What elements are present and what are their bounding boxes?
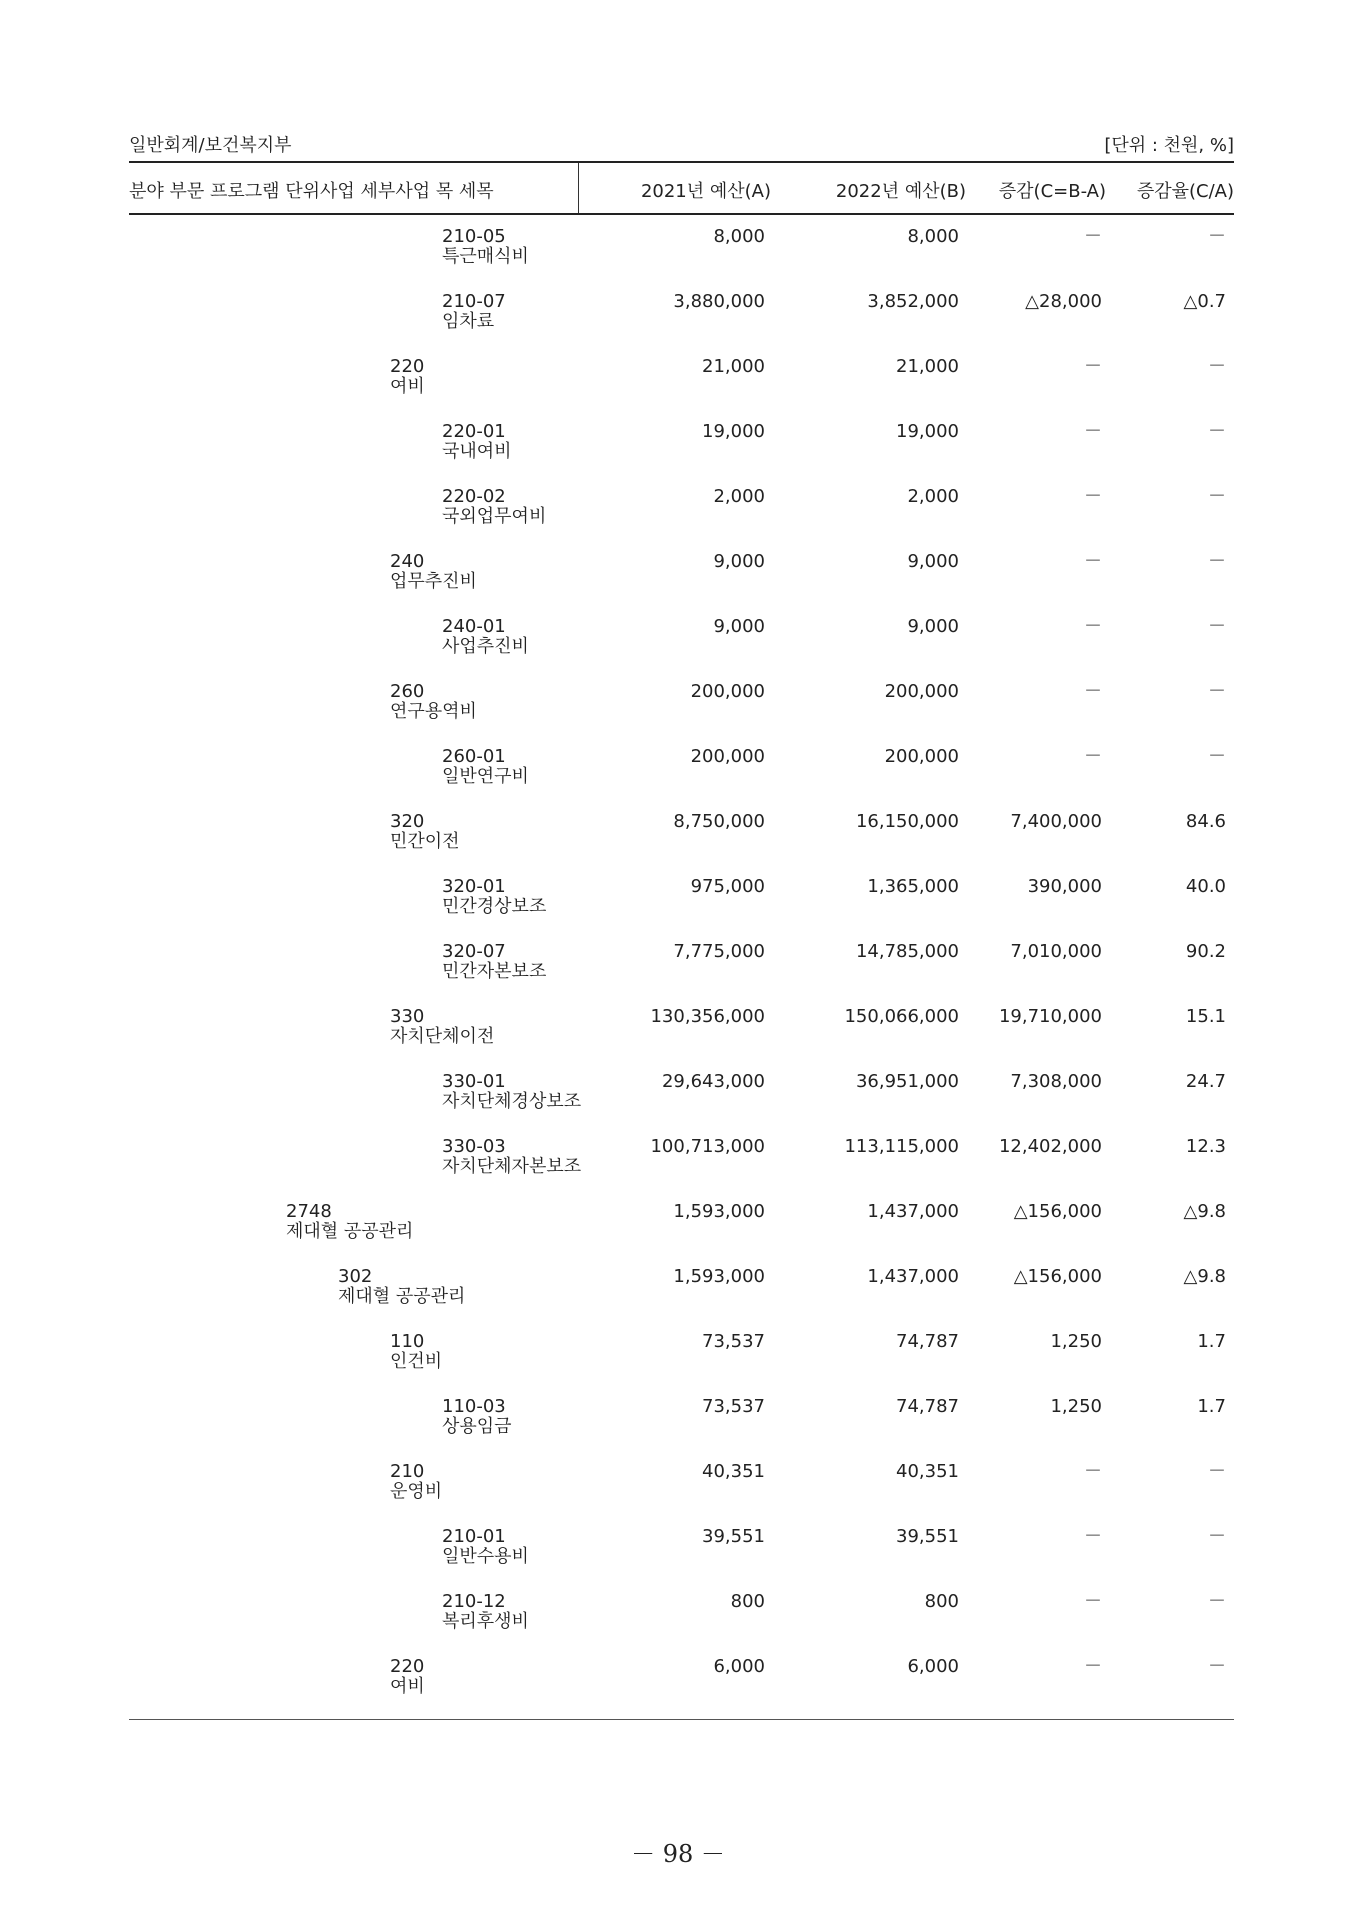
row-code: 240-01 — [442, 616, 506, 637]
row-budget-2022: 74,787 — [896, 1396, 959, 1417]
row-rate: 15.1 — [1185, 1006, 1226, 1027]
row-rate: － — [1208, 616, 1226, 637]
row-rate: 90.2 — [1185, 941, 1226, 962]
col-diff: 증감(C=B-A) — [998, 181, 1106, 202]
row-diff: － — [1084, 1461, 1102, 1482]
row-name: 일반연구비 — [442, 766, 529, 787]
page-header — [129, 131, 1234, 155]
row-code: 330-01 — [442, 1071, 506, 1092]
row-budget-2022: 16,150,000 — [855, 811, 959, 832]
table-row — [0, 735, 1356, 800]
row-budget-2022: 9,000 — [907, 551, 959, 572]
row-rate: 1.7 — [1197, 1396, 1226, 1417]
row-diff: △156,000 — [1013, 1201, 1102, 1222]
row-rate: － — [1208, 226, 1226, 247]
row-budget-2022: 2,000 — [907, 486, 959, 507]
row-diff: － — [1084, 421, 1102, 442]
table-bottom-rule — [129, 1719, 1234, 1720]
row-diff: 12,402,000 — [998, 1136, 1102, 1157]
row-rate: 12.3 — [1185, 1136, 1226, 1157]
row-budget-2022: 1,365,000 — [867, 876, 959, 897]
row-name: 임차료 — [442, 311, 495, 332]
row-name: 자치단체자본보조 — [442, 1156, 582, 1177]
table-row — [0, 605, 1356, 670]
table-row — [0, 1190, 1356, 1255]
row-diff: － — [1084, 616, 1102, 637]
row-diff: － — [1084, 681, 1102, 702]
row-name: 제대혈 공공관리 — [286, 1221, 414, 1242]
table-row — [0, 410, 1356, 475]
row-diff: － — [1084, 356, 1102, 377]
row-name: 자치단체이전 — [390, 1026, 495, 1047]
row-budget-2022: 36,951,000 — [855, 1071, 959, 1092]
row-code: 320 — [390, 811, 425, 832]
row-budget-2021: 1,593,000 — [673, 1201, 765, 1222]
table-row — [0, 865, 1356, 930]
row-rate: － — [1208, 486, 1226, 507]
row-name: 운영비 — [390, 1481, 443, 1502]
table-row — [0, 1255, 1356, 1320]
row-budget-2021: 73,537 — [702, 1331, 765, 1352]
table-row — [0, 1450, 1356, 1515]
row-code: 210-07 — [442, 291, 506, 312]
row-diff: 390,000 — [1027, 876, 1102, 897]
row-rate: － — [1208, 746, 1226, 767]
row-name: 민간자본보조 — [442, 961, 547, 982]
row-code: 210-05 — [442, 226, 506, 247]
col-category: 분야 부문 프로그램 단위사업 세부사업 목 세목 — [129, 181, 494, 202]
row-budget-2021: 21,000 — [702, 356, 765, 377]
row-budget-2021: 130,356,000 — [650, 1006, 765, 1027]
row-budget-2021: 800 — [730, 1591, 765, 1612]
row-budget-2021: 200,000 — [690, 681, 765, 702]
row-code: 210-12 — [442, 1591, 506, 1612]
table-row — [0, 800, 1356, 865]
row-diff: － — [1084, 1656, 1102, 1677]
row-name: 복리후생비 — [442, 1611, 529, 1632]
row-diff: － — [1084, 551, 1102, 572]
row-name: 국외업무여비 — [442, 506, 547, 527]
row-name: 사업추진비 — [442, 636, 529, 657]
row-code: 110-03 — [442, 1396, 506, 1417]
row-name: 여비 — [390, 376, 425, 397]
row-budget-2021: 200,000 — [690, 746, 765, 767]
row-name: 제대혈 공공관리 — [338, 1286, 466, 1307]
row-code: 330 — [390, 1006, 425, 1027]
row-diff: － — [1084, 1526, 1102, 1547]
row-budget-2021: 73,537 — [702, 1396, 765, 1417]
row-name: 민간이전 — [390, 831, 460, 852]
table-row — [0, 1645, 1356, 1710]
table-row — [0, 1320, 1356, 1385]
row-code: 220 — [390, 356, 425, 377]
row-diff: － — [1084, 746, 1102, 767]
table-row — [0, 215, 1356, 280]
row-rate: － — [1208, 681, 1226, 702]
row-diff: △28,000 — [1025, 291, 1102, 312]
row-budget-2022: 200,000 — [884, 746, 959, 767]
row-budget-2021: 9,000 — [713, 551, 765, 572]
row-budget-2022: 200,000 — [884, 681, 959, 702]
table-row — [0, 930, 1356, 995]
row-budget-2021: 3,880,000 — [673, 291, 765, 312]
row-diff: － — [1084, 226, 1102, 247]
table-top-rule — [129, 161, 1234, 163]
row-budget-2022: 1,437,000 — [867, 1266, 959, 1287]
row-name: 상용임금 — [442, 1416, 512, 1437]
row-budget-2021: 19,000 — [702, 421, 765, 442]
table-row — [0, 1060, 1356, 1125]
col-budget-2021: 2021년 예산(A) — [640, 181, 771, 202]
row-code: 220-02 — [442, 486, 506, 507]
row-budget-2022: 14,785,000 — [855, 941, 959, 962]
row-rate: － — [1208, 551, 1226, 572]
row-budget-2022: 3,852,000 — [867, 291, 959, 312]
row-budget-2022: 40,351 — [896, 1461, 959, 1482]
row-rate: － — [1208, 1656, 1226, 1677]
row-rate: － — [1208, 1591, 1226, 1612]
row-name: 국내여비 — [442, 441, 512, 462]
col-budget-2022: 2022년 예산(B) — [835, 181, 966, 202]
row-code: 110 — [390, 1331, 425, 1352]
account-label: 일반회계/보건복지부 — [129, 135, 292, 156]
row-budget-2021: 8,000 — [713, 226, 765, 247]
row-diff: － — [1084, 1591, 1102, 1612]
table-row — [0, 280, 1356, 345]
row-diff: 19,710,000 — [998, 1006, 1102, 1027]
row-rate: △9.8 — [1183, 1201, 1226, 1222]
row-code: 260 — [390, 681, 425, 702]
row-rate: △9.8 — [1183, 1266, 1226, 1287]
row-name: 업무추진비 — [390, 571, 477, 592]
row-code: 240 — [390, 551, 425, 572]
row-name: 인건비 — [390, 1351, 443, 1372]
table-row — [0, 1125, 1356, 1190]
row-budget-2021: 29,643,000 — [661, 1071, 765, 1092]
row-diff: 1,250 — [1050, 1331, 1102, 1352]
table-row — [0, 1580, 1356, 1645]
row-code: 320-07 — [442, 941, 506, 962]
row-code: 220-01 — [442, 421, 506, 442]
row-code: 2748 — [286, 1201, 332, 1222]
row-budget-2021: 100,713,000 — [650, 1136, 765, 1157]
row-diff: 7,308,000 — [1010, 1071, 1102, 1092]
table-row — [0, 1385, 1356, 1450]
row-rate: 84.6 — [1185, 811, 1226, 832]
row-budget-2022: 39,551 — [896, 1526, 959, 1547]
row-budget-2022: 8,000 — [907, 226, 959, 247]
row-code: 220 — [390, 1656, 425, 1677]
row-budget-2021: 40,351 — [702, 1461, 765, 1482]
row-budget-2021: 9,000 — [713, 616, 765, 637]
table-row — [0, 345, 1356, 410]
row-diff: 7,010,000 — [1010, 941, 1102, 962]
row-budget-2022: 800 — [924, 1591, 959, 1612]
row-code: 260-01 — [442, 746, 506, 767]
col-rate: 증감율(C/A) — [1136, 181, 1234, 202]
table-row — [0, 995, 1356, 1060]
row-rate: － — [1208, 356, 1226, 377]
row-budget-2022: 21,000 — [896, 356, 959, 377]
table-row — [0, 540, 1356, 605]
row-budget-2021: 1,593,000 — [673, 1266, 765, 1287]
row-rate: △0.7 — [1183, 291, 1226, 312]
row-budget-2021: 975,000 — [690, 876, 765, 897]
row-rate: － — [1208, 1526, 1226, 1547]
row-budget-2022: 19,000 — [896, 421, 959, 442]
row-budget-2022: 150,066,000 — [844, 1006, 959, 1027]
row-name: 특근매식비 — [442, 246, 529, 267]
row-budget-2022: 9,000 — [907, 616, 959, 637]
row-budget-2021: 6,000 — [713, 1656, 765, 1677]
row-code: 210 — [390, 1461, 425, 1482]
table-row — [0, 670, 1356, 735]
page-number: － 98 － — [631, 1840, 725, 1868]
row-budget-2021: 7,775,000 — [673, 941, 765, 962]
row-rate: 24.7 — [1185, 1071, 1226, 1092]
row-budget-2022: 74,787 — [896, 1331, 959, 1352]
row-budget-2022: 6,000 — [907, 1656, 959, 1677]
row-code: 210-01 — [442, 1526, 506, 1547]
row-budget-2021: 2,000 — [713, 486, 765, 507]
row-budget-2022: 1,437,000 — [867, 1201, 959, 1222]
row-name: 일반수용비 — [442, 1546, 529, 1567]
row-rate: 1.7 — [1197, 1331, 1226, 1352]
row-budget-2021: 39,551 — [702, 1526, 765, 1547]
row-name: 연구용역비 — [390, 701, 477, 722]
row-budget-2022: 113,115,000 — [844, 1136, 959, 1157]
row-budget-2021: 8,750,000 — [673, 811, 765, 832]
row-diff: 1,250 — [1050, 1396, 1102, 1417]
table-row — [0, 475, 1356, 540]
row-name: 여비 — [390, 1676, 425, 1697]
row-diff: 7,400,000 — [1010, 811, 1102, 832]
row-code: 320-01 — [442, 876, 506, 897]
row-rate: 40.0 — [1185, 876, 1226, 897]
row-diff: － — [1084, 486, 1102, 507]
row-rate: － — [1208, 421, 1226, 442]
row-diff: △156,000 — [1013, 1266, 1102, 1287]
row-name: 민간경상보조 — [442, 896, 547, 917]
row-code: 330-03 — [442, 1136, 506, 1157]
table-row — [0, 1515, 1356, 1580]
row-name: 자치단체경상보조 — [442, 1091, 582, 1112]
unit-label: [단위 : 천원, %] — [1104, 135, 1234, 156]
header-divider — [578, 163, 579, 213]
row-rate: － — [1208, 1461, 1226, 1482]
row-code: 302 — [338, 1266, 373, 1287]
